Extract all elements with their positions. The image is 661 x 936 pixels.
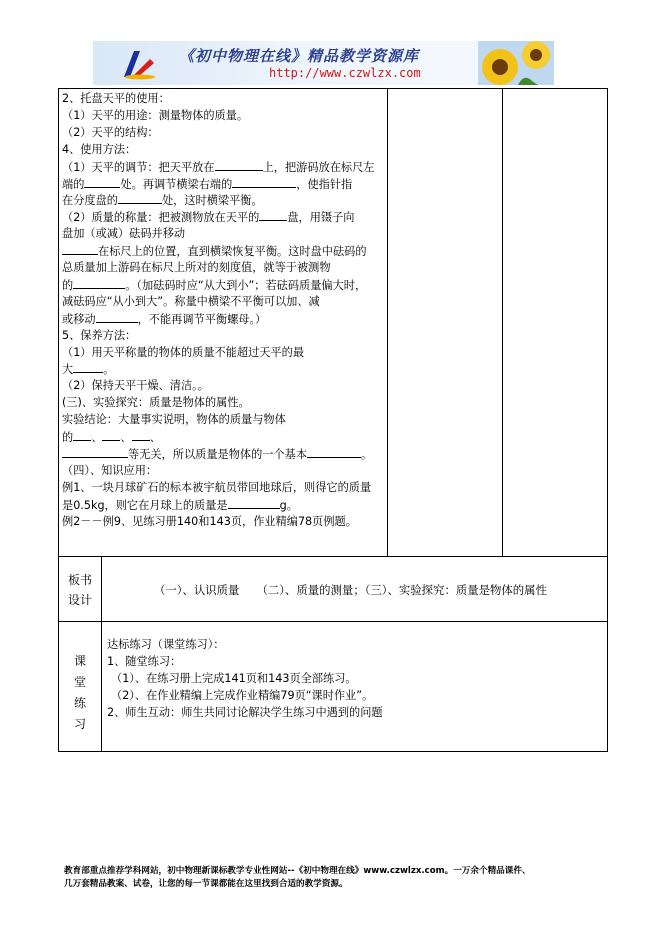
practice-line: 2、师生互动：师生共同讨论解决学生练习中遇到的问题	[107, 706, 383, 719]
content-text: 、	[149, 431, 161, 444]
content-line	[62, 412, 286, 428]
content-text: 总质量加上游码在标尺上所对的刻度值，就等于被测物	[62, 261, 331, 274]
fill-blank[interactable]	[118, 192, 162, 204]
content-text: 。	[361, 447, 373, 461]
practice-line: 达标练习（课堂练习）：	[107, 638, 225, 651]
content-text: 例1、一块月球矿石的标本被宇航员带回地球后，则得它的质量	[62, 480, 372, 494]
content-text: （四）、知识应用：	[62, 463, 158, 477]
banner-url[interactable]: http://www.czwlzx.com	[269, 66, 421, 80]
content-text: 实验结论：大量事实说明，物体的质量与物体	[62, 413, 286, 427]
content-line	[62, 108, 248, 124]
board-label	[60, 570, 100, 610]
content-text: 2、托盘天平的使用：	[62, 92, 170, 105]
content-line	[62, 497, 298, 514]
content-line	[62, 429, 161, 446]
content-text: 、	[120, 431, 132, 444]
content-text: 的	[62, 431, 74, 444]
fill-blank[interactable]	[102, 429, 120, 441]
practice-line: （2）、在作业精编上完成作业精编79页“课时作业”。	[111, 689, 374, 702]
fill-blank[interactable]	[259, 209, 287, 221]
content-text: 是0.5kg，则它在月球上的质量是	[62, 498, 228, 512]
content-line	[62, 91, 170, 107]
fill-blank[interactable]	[228, 497, 280, 509]
board-text: （一）、认识质量 （二）、质量的测量；（三）、实验探究：质量是物体的属性	[154, 583, 547, 597]
content-text: （1）用天平称量的物体的质量不能超过天平的最	[62, 345, 305, 359]
content-line	[62, 125, 159, 141]
content-line	[62, 209, 354, 226]
content-line	[62, 311, 266, 328]
banner-title: 《初中物理在线》精品教学资源库	[179, 47, 420, 65]
content-line	[62, 260, 331, 276]
czwlzx-logo-icon	[120, 47, 156, 81]
practice-label-char: 堂	[73, 675, 86, 689]
fill-blank[interactable]	[62, 446, 94, 458]
content-text: 例2－－例9、见练习册140和143页，作业精编78页例题。	[62, 514, 357, 528]
content-text: 5、保养方法：	[62, 328, 137, 342]
content-text: 处，这时横梁平衡。	[161, 194, 263, 208]
content-line	[62, 226, 185, 242]
content-text: 在标尺上的位置，直到横梁恢复平衡。这时盘中砝码的	[98, 245, 367, 259]
practice-line: 1、随堂练习：	[107, 655, 182, 668]
content-text: 、	[91, 431, 103, 444]
content-text: 4、使用方法：	[62, 142, 137, 156]
fill-blank[interactable]	[62, 243, 98, 255]
fill-blank[interactable]	[94, 446, 128, 458]
content-text: 。	[103, 363, 115, 377]
content-text: ，使指针指	[296, 177, 353, 191]
practice-label-char: 课	[73, 654, 86, 668]
content-text: 上，把游码放在标尺左	[262, 160, 375, 174]
content-text: 处。再调节横梁右端的	[120, 177, 233, 191]
content-line	[62, 176, 352, 193]
content-line	[62, 395, 250, 411]
content-text: 盘加（或减）砝码并移动	[62, 227, 186, 241]
content-text: g。	[279, 498, 298, 512]
fill-blank[interactable]	[73, 277, 125, 289]
content-text: 的	[62, 278, 74, 292]
content-line	[62, 378, 209, 394]
fill-blank[interactable]	[84, 176, 120, 188]
practice-line: （1）、在练习册上完成141页和143页全部练习。	[111, 672, 357, 685]
practice-label	[60, 651, 100, 735]
content-line	[62, 243, 367, 260]
content-line	[62, 345, 304, 361]
content-text: 大	[62, 363, 74, 377]
content-text: (三)、实验探究：质量是物体的属性。	[62, 396, 250, 410]
content-line	[62, 142, 136, 158]
content-text: ，不能再调节平衡螺母。）	[137, 312, 267, 326]
content-text: 盘，用镊子向	[287, 211, 355, 225]
header-banner	[93, 41, 554, 85]
content-text: （2）质量的称量：把被测物放在天平的	[62, 211, 260, 225]
fill-blank[interactable]	[73, 429, 91, 441]
content-line	[62, 446, 372, 463]
sunflower-icon	[478, 41, 554, 85]
content-line	[62, 294, 320, 310]
content-line	[62, 463, 157, 479]
board-label-line: 设计	[67, 593, 92, 607]
content-line	[62, 192, 263, 209]
practice-text	[107, 636, 383, 721]
fill-blank[interactable]	[232, 176, 296, 188]
content-text: 。（加砝码时应“从大到小”；若砝码质量偏大时，	[125, 278, 367, 292]
practice-label-char: 练	[73, 696, 86, 710]
content-line	[62, 328, 136, 344]
practice-label-char: 习	[73, 717, 86, 731]
fill-blank[interactable]	[215, 159, 263, 171]
content-text: （2）天平的结构：	[62, 125, 159, 139]
content-text: 减砝码应“从小到大”。称量中横梁不平衡可以加、减	[62, 294, 320, 308]
content-text: （1）天平的调节：把天平放在	[62, 160, 215, 174]
content-text: 等无关，所以质量是物体的一个基本	[128, 447, 308, 461]
content-line	[62, 277, 366, 294]
fill-blank[interactable]	[96, 311, 138, 323]
content-text: （1）天平的用途：测量物体的质量。	[62, 108, 249, 122]
content-text: 端的	[62, 177, 85, 191]
content-text: （2）保持天平干燥、清洁。。	[62, 379, 209, 393]
content-line	[62, 514, 357, 530]
content-line	[62, 480, 371, 496]
content-text: 在分度盘的	[62, 194, 118, 208]
fill-blank[interactable]	[73, 361, 103, 373]
fill-blank[interactable]	[307, 446, 361, 458]
content-text: 或移动	[62, 312, 96, 326]
content-line	[62, 361, 114, 378]
footer-line: 几万套精品教案、试卷，让您的每一节课都能在这里找到合适的教学资源。	[64, 879, 348, 889]
fill-blank[interactable]	[132, 429, 150, 441]
content-line	[62, 159, 374, 176]
footer-line: 教育部重点推荐学科网站，初中物理新课标教学专业性网站--《初中物理在线》www.czwlzx.com。一万余个精品课件、	[64, 866, 531, 876]
board-label-line: 板书	[67, 573, 92, 587]
